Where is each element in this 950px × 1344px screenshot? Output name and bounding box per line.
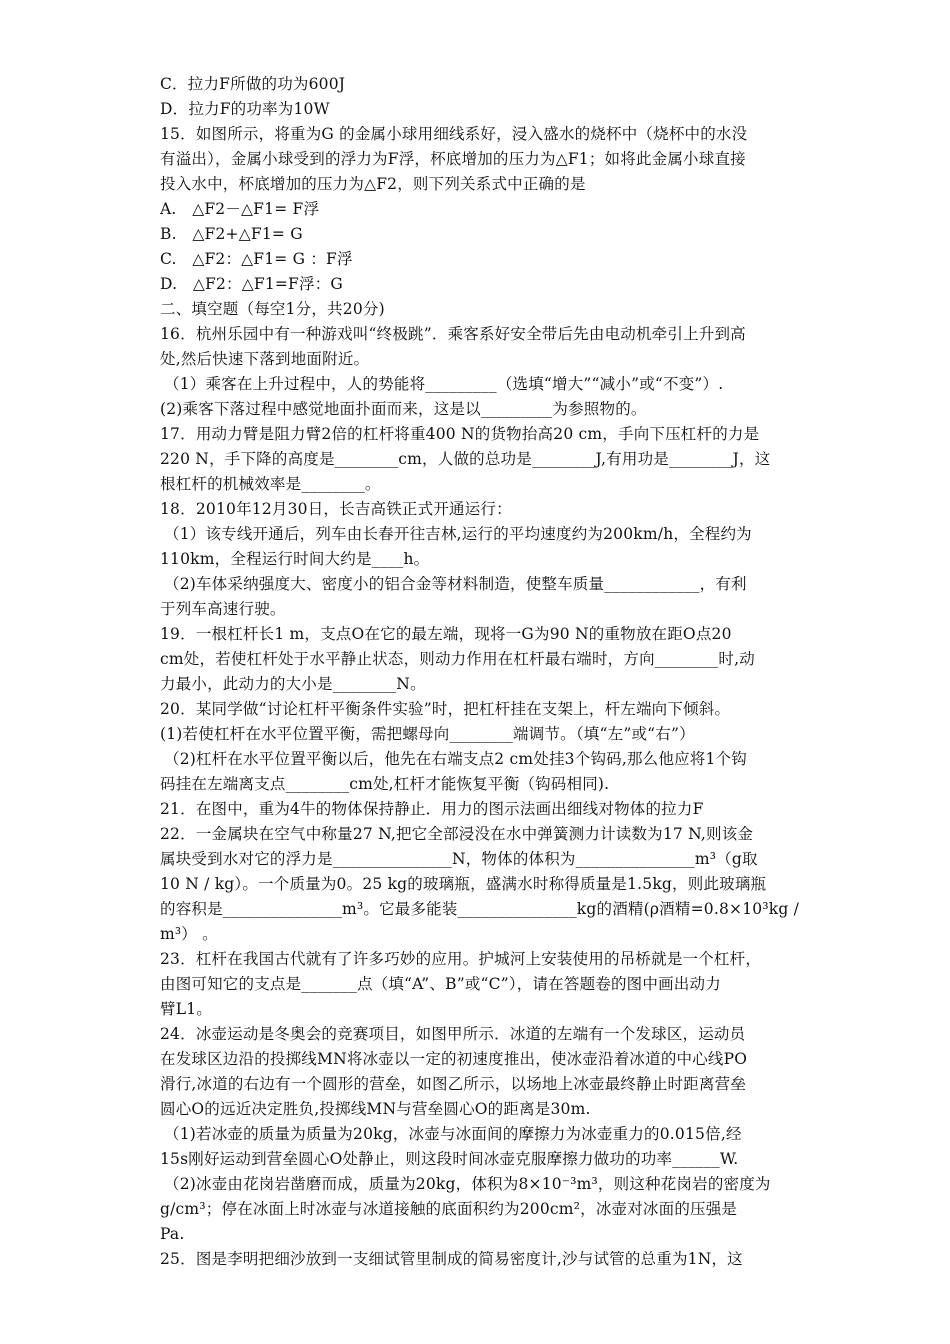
text-line: 投入水中，杯底增加的压力为△F2，则下列关系式中正确的是 [160, 175, 586, 193]
text-line: D．拉力F的功率为10W [160, 100, 330, 118]
text-line: （1)若冰壶的质量为质量为20kg，冰壶与冰面间的摩擦力为冰壶重力的0.015倍,经 [164, 1125, 742, 1143]
text-line: 15s刚好运动到营垒圆心O处静止，则这段时间冰壶克服摩擦力做功的功率______W. [160, 1150, 739, 1168]
text-line: 24．冰壶运动是冬奥会的竞赛项目，如图甲所示．冰道的左端有一个发球区，运动员 [160, 1025, 746, 1043]
document-page [160, 72, 800, 1272]
text-line: （1）乘客在上升过程中，人的势能将_________（选填“增大”“减小”或“不变”）. [164, 375, 724, 393]
text-line: 滑行,冰道的右边有一个圆形的营垒，如图乙所示，以场地上冰壶最终静止时距离营垒 [160, 1075, 747, 1093]
text-line: 属块受到水对它的浮力是_______________N，物体的体积为_______________m³（g取 [160, 850, 758, 868]
section-heading: 二、填空题（每空1分，共20分) [160, 300, 385, 318]
text-line: Pa. [160, 1225, 185, 1243]
text-line: D. △F2：△F1=F浮：G [160, 275, 343, 293]
text-line: 由图可知它的支点是_______点（填“A”、B”或“C”），请在答题卷的图中画出动力 [160, 975, 721, 993]
text-line: 18．2010年12月30日，长吉高铁正式开通运行： [160, 500, 512, 518]
text-line: 15．如图所示，将重为G 的金属小球用细线系好，浸入盛水的烧杯中（烧杯中的水没 [160, 125, 748, 143]
text-line: 16．杭州乐园中有一种游戏叫“终极跳”．乘客系好安全带后先由电动机牵引上升到高 [160, 325, 746, 343]
text-line: （2)冰壶由花岗岩凿磨而成，质量为20kg，体积为8×10⁻³m³，则这种花岗岩的密度为 [164, 1175, 771, 1193]
text-line: 19．一根杠杆长1 m，支点O在它的最左端，现将一G为90 N的重物放在距O点20 [160, 625, 732, 643]
text-line: （1）该专线开通后，列车由长春开往吉林,运行的平均速度约为200km/h，全程约为 [164, 525, 752, 543]
text-line: m³） 。 [160, 925, 218, 943]
text-line: (2)乘客下落过程中感觉地面扑面而来，这是以_________为参照物的。 [160, 400, 647, 418]
text-line: 25．图是李明把细沙放到一支细试管里制成的简易密度计,沙与试管的总重为1N，这 [160, 1250, 743, 1268]
text-line: 码挂在左端离支点________cm处,杠杆才能恢复平衡（钩码相同). [160, 775, 610, 793]
text-line: （2)车体采纳强度大、密度小的铝合金等材料制造，使整车质量____________，有利 [164, 575, 747, 593]
text-line: A. △F2－△F1= F浮 [160, 200, 320, 218]
text-line: 17．用动力臂是阻力臂2倍的杠杆将重400 N的货物抬高20 cm，手向下压杠杆的力是 [160, 425, 760, 443]
text-line: (1)若使杠杆在水平位置平衡，需把螺母向________端调节。（填“左”或“右”） [160, 725, 695, 743]
text-line: 于列车高速行驶。 [160, 600, 286, 618]
text-line: （2)杠杆在水平位置平衡以后，他先在右端支点2 cm处挂3个钩码,那么他应将1个钩 [164, 750, 747, 768]
text-line: 220 N，手下降的高度是________cm，人做的总功是________J,有用功是________J，这 [160, 450, 771, 468]
text-line: 有溢出），金属小球受到的浮力为F浮，杯底增加的压力为△F1；如将此金属小球直接 [160, 150, 746, 168]
text-line: B. △F2+△F1= G [160, 225, 303, 243]
text-line: 10 N / kg）。一个质量为0。25 kg的玻璃瓶，盛满水时称得质量是1.5kg，则此玻璃瓶 [160, 875, 767, 893]
text-line: 圆心O的远近决定胜负,投掷线MN与营垒圆心O的距离是30m. [160, 1100, 591, 1118]
text-line: 处,然后快速下落到地面附近。 [160, 350, 370, 368]
text-line: 21．在图中，重为4牛的物体保持静止．用力的图示法画出细线对物体的拉力F [160, 800, 704, 818]
text-line: 臂L1。 [160, 1000, 212, 1018]
text-line: cm处，若使杠杆处于水平静止状态，则动力作用在杠杆最右端时，方向________时,动 [160, 650, 755, 668]
text-line: 20．某同学做“讨论杠杆平衡条件实验”时，把杠杆挂在支架上，杆左端向下倾斜。 [160, 700, 731, 718]
text-line: 23．杠杆在我国古代就有了许多巧妙的应用。护城河上安装使用的吊桥就是一个杠杆， [160, 950, 762, 968]
text-line: 根杠杆的机械效率是________。 [160, 475, 381, 493]
text-line: 110km，全程运行时间大约是____h。 [160, 550, 430, 568]
text-line: 的容积是_______________m³。它最多能装_______________kg的酒精(ρ酒精=0.8×10³kg / [160, 900, 800, 918]
text-line: g/cm³；停在冰面上时冰壶与冰道接触的底面积约为200cm²，冰壶对冰面的压强是 [160, 1200, 738, 1218]
text-line: 力最小，此动力的大小是________N。 [160, 675, 426, 693]
text-line: 22．一金属块在空气中称量27 N,把它全部浸没在水中弹簧测力计读数为17 N,则该金 [160, 825, 754, 843]
text-line: C. △F2：△F1= G ：F浮 [160, 250, 353, 268]
text-line: C．拉力F所做的功为600J [160, 75, 346, 93]
text-line: 在发球区边沿的投掷线MN将冰壶以一定的初速度推出，使冰壶沿着冰道的中心线PO [160, 1050, 748, 1068]
